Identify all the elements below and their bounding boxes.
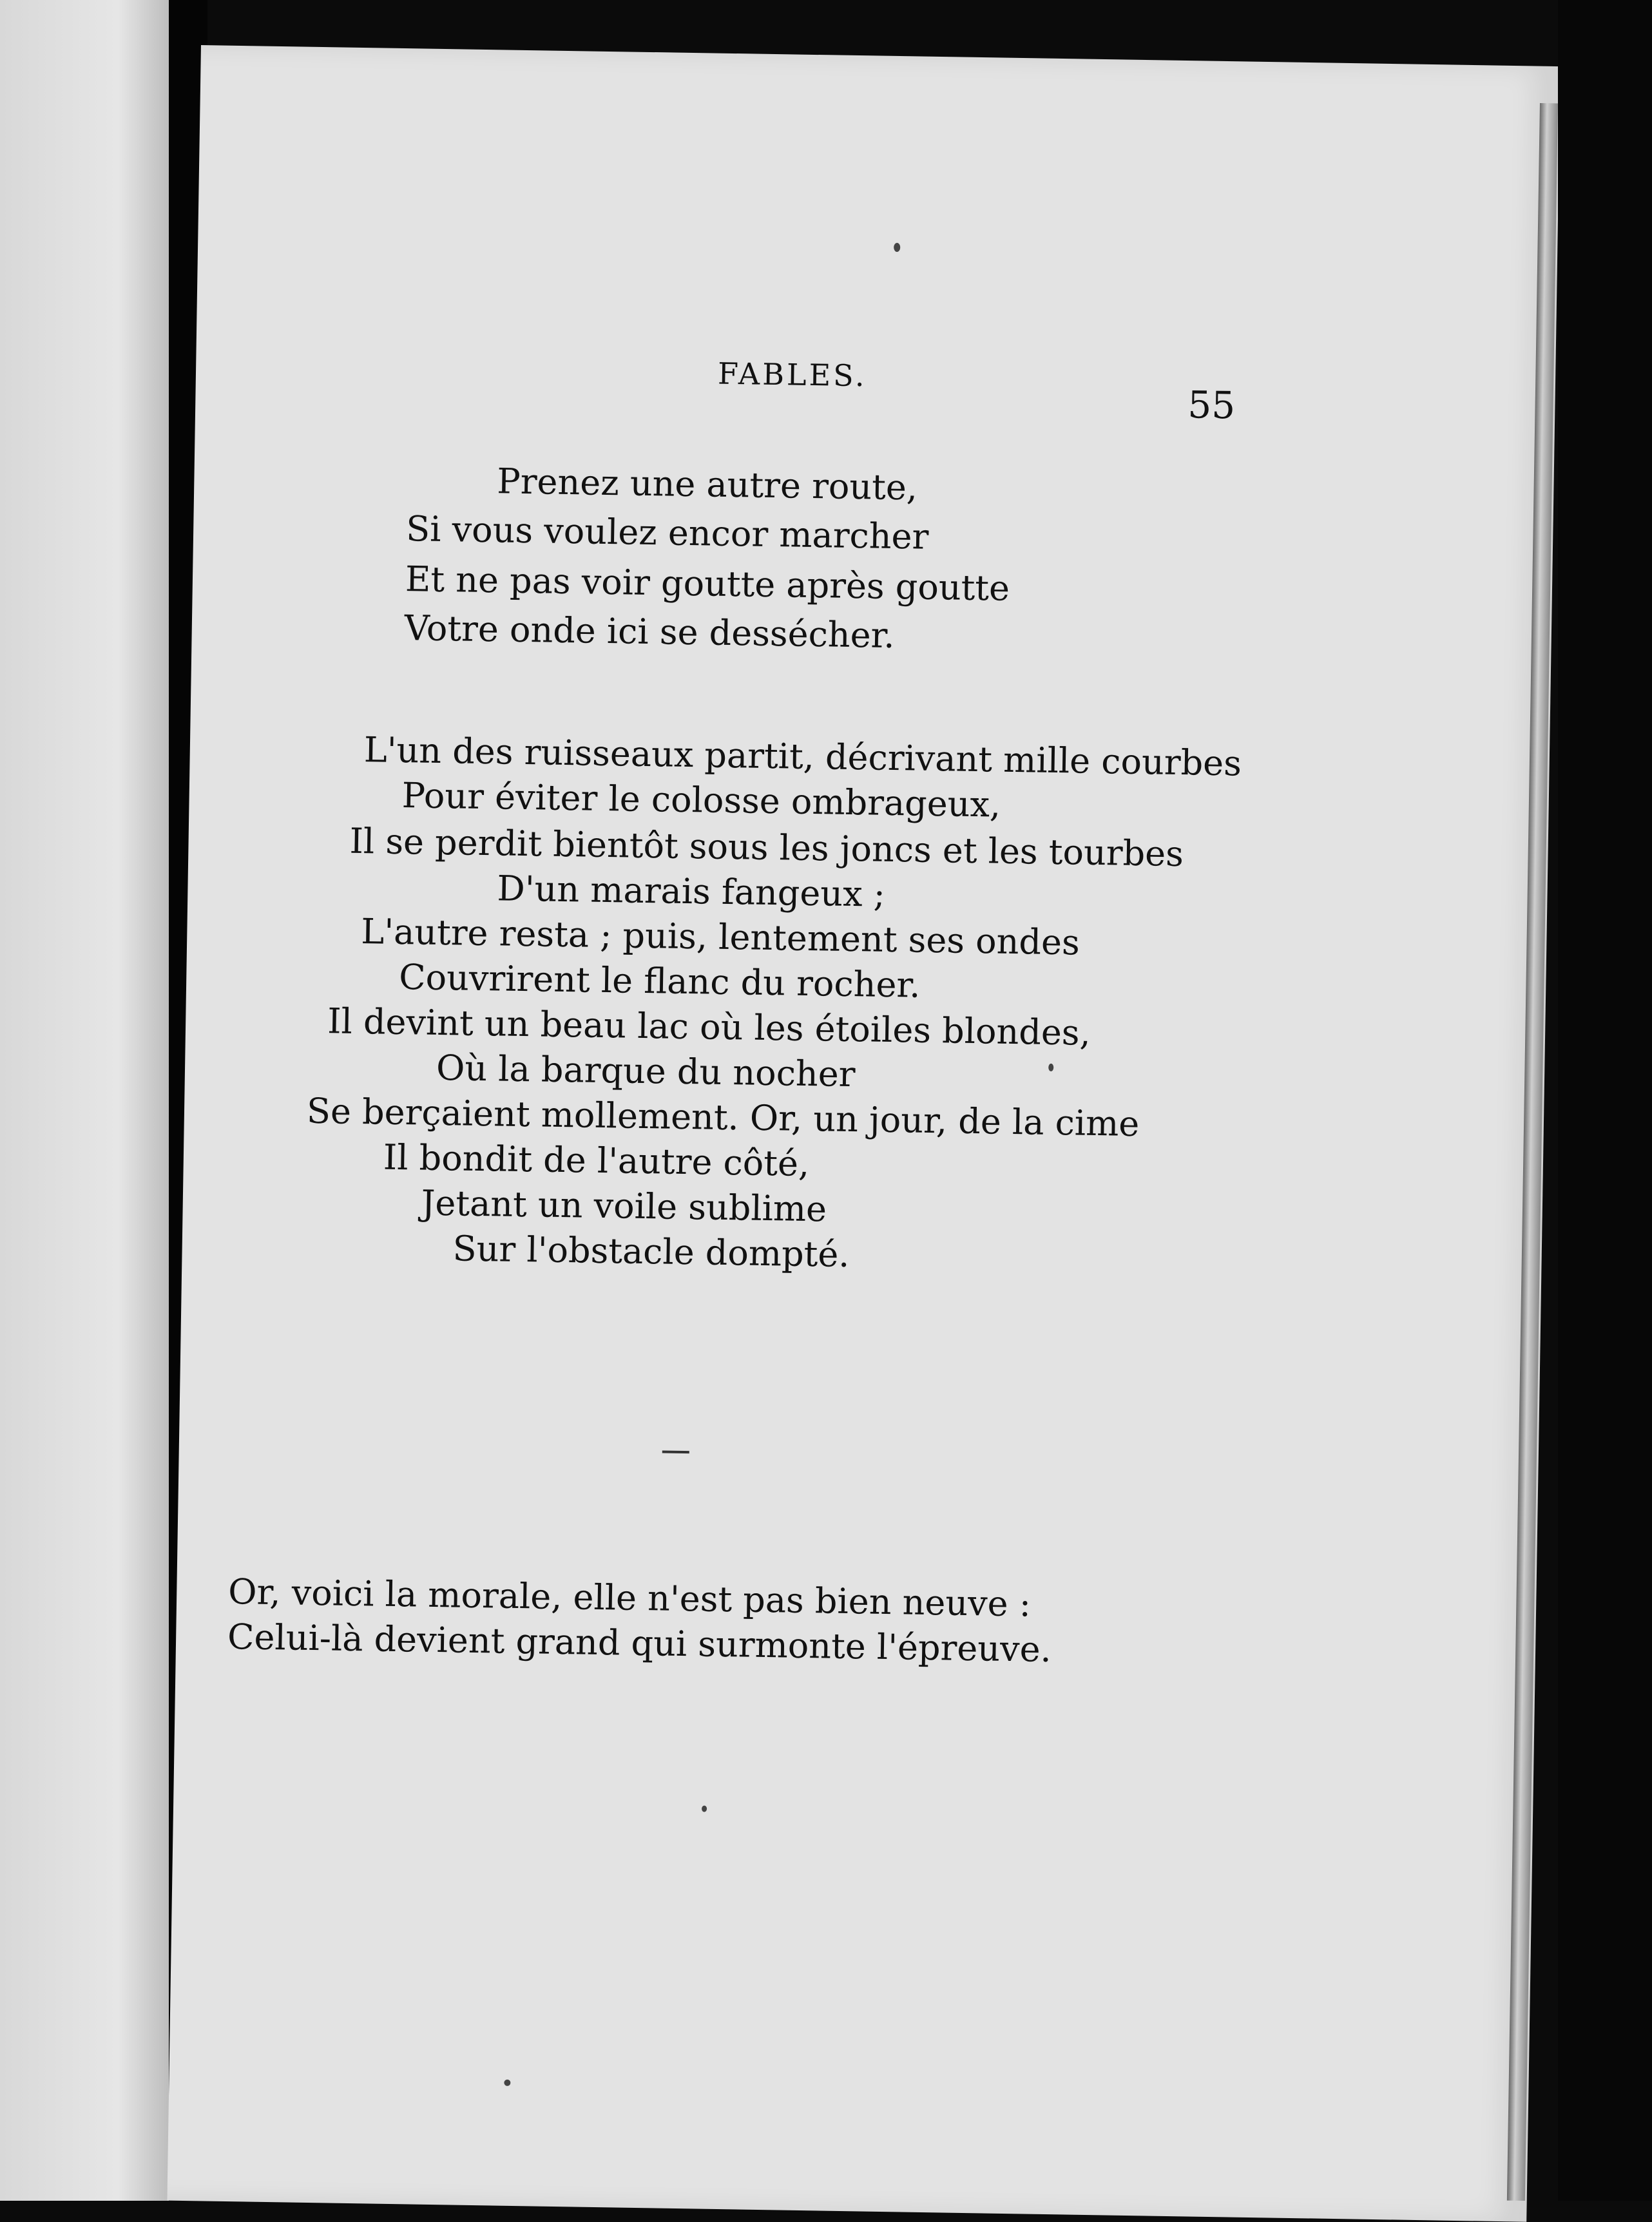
verse-line: Or, voici la morale, elle n'est pas bien neuve : — [227, 1571, 1032, 1625]
verse-line: Votre onde ici se dessécher. — [404, 608, 896, 656]
verse-line: Il bondit de l'autre côté, — [383, 1136, 810, 1185]
stanza-2 — [182, 715, 1242, 1294]
verse-line: Pour éviter le colosse ombrageux, — [401, 775, 1001, 825]
section-divider — [662, 1451, 689, 1454]
book-page — [167, 45, 1560, 2222]
verse-line: L'autre resta ; puis, lentement ses ondes — [360, 911, 1081, 963]
paper-speck — [504, 2080, 510, 2086]
moral — [175, 1559, 1052, 1682]
running-title: FABLES. — [717, 356, 868, 394]
verse-line: Et ne pas voir goutte après goutte — [405, 559, 1010, 609]
facing-page — [0, 0, 169, 2201]
verse-line: Si vous voulez encor marcher — [405, 508, 929, 557]
verse-line: D'un marais fangeux ; — [497, 868, 886, 915]
page-number: 55 — [1187, 383, 1236, 428]
verse-line: Jetant un voile sublime — [421, 1182, 827, 1230]
verse-line: Sur l'obstacle dompté. — [452, 1228, 850, 1276]
stanza-1 — [191, 445, 1012, 670]
verse-line: Se berçaient mollement. Or, un jour, de la cime — [306, 1090, 1140, 1145]
verse-line: Il se perdit bientôt sous les joncs et les tourbes — [349, 820, 1184, 875]
verse-line: L'un des ruisseaux partit, décrivant mille courbes — [363, 729, 1242, 784]
verse-line: Où la barque du nocher — [436, 1047, 856, 1095]
verse-line: Il devint un beau lac où les étoiles blondes, — [327, 1001, 1091, 1053]
paper-speck — [702, 1806, 707, 1812]
verse-line: Prenez une autre route, — [496, 461, 918, 508]
scan-border — [1558, 0, 1652, 2201]
verse-line: Celui-là devient grand qui surmonte l'épreuve. — [227, 1616, 1052, 1671]
verse-line: Couvrirent le flanc du rocher. — [398, 957, 921, 1006]
paper-speck — [894, 243, 900, 252]
